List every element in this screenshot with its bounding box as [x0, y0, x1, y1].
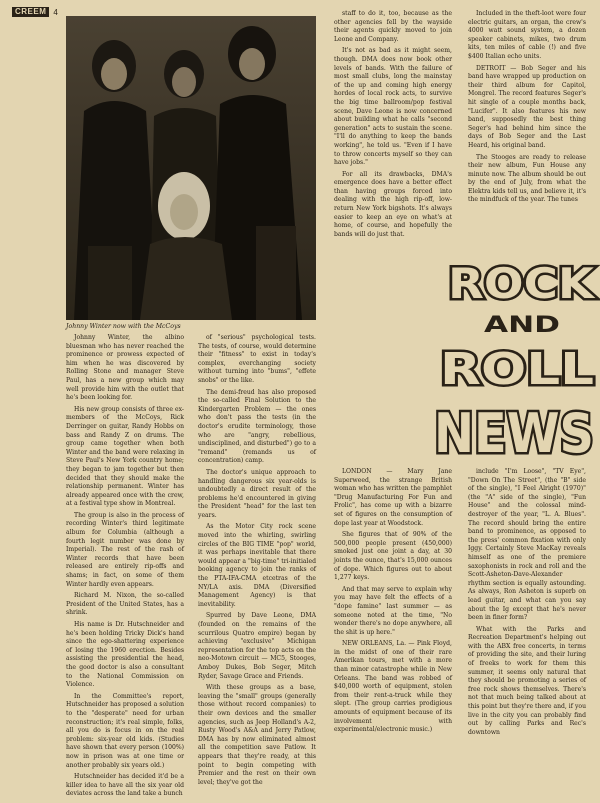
photo-caption: Johnny Winter now with the McCoys — [66, 323, 181, 330]
paragraph: Spurred by Dave Leone, DMA (founded on the remains of the scurrilous Quatro empire) began by achieving "exclusive" Michigan representation for the top acts on the neo-Motown circuit — MC5, Stooges, Amboy Dukes, Bob Seger, Mitch Ryder, Savage Grace and Friends. — [198, 612, 316, 680]
page-number: 4 — [53, 7, 58, 17]
page-header — [12, 6, 58, 18]
paragraph: Included in the theft-loot were four electric guitars, an organ, the crew's 4000 watt sound system, a dozen speaker cabinets, mikes, two drum kits, ten miles of cable (!) and five $400 Italian echo units. — [468, 10, 586, 60]
paragraph: The doctor's unique approach to handling dangerous six year-olds is undoubtedly a direct result of the problems he'd encountered in giving the President "head" for the last ten years. — [198, 468, 316, 519]
paragraph: With these groups as a base, leaving the "small" groups (generally those without record companies) to their own devices and the smaller agencies, such as Jeep Holland's A-2, Rusty Wood's A&A and Jerry Patlow, DMA has by now eliminated almost all the competition save Patlow. It appears that they're ready, at this point to begin competing with Premier and the rest on their own level; they've got the — [198, 684, 316, 786]
paragraph: of "serious" psychological tests. The tests, of course, would determine their "fitness" to exist in today's complex, everchanging society without turning into "bums", "effete snobs" or the like. — [198, 334, 316, 384]
magazine-logo: CREEM — [12, 7, 49, 17]
band-photo-image — [66, 16, 316, 320]
paragraph: In the Committee's report, Hutschneider has proposed a solution to the "desperate" need for urban reconstruction; it's real simple, folks, all you do is focus in on the real problem: six-year old kids. (Studies have shown that every person (100%) now in prison was at one time or another probably six years old.) — [66, 692, 184, 769]
paragraph: It's not as bad as it might seem, though. DMA does now book other levels of bands. With the failure of most small clubs, long the mainstay of the up and coming high energy hordes of local rock acts, to survive the big time ballroom/pop festival scene, Dave Leone is now concerned about building what he calls "second generation" acts to sustain the scene. "I'll do anything to keep the bands working", he told us. "Even if I have to throw concerts myself so they can have jobs." — [334, 47, 452, 167]
headline-roll: ROLL — [440, 344, 594, 395]
headline-news: NEWS — [434, 402, 594, 465]
paragraph: What with the Parks and Recreation Department's helping out with the ABX free concerts, in terms of providing the site, and their luring of freeks to work for them this summer, it seems only natural that they should be promoting a series of free rock shows themselves. There's not that much being talked about at this point but they're there and, if you live in the city you can probably find out by calling Parks and Rec's downtown — [468, 625, 586, 736]
paragraph: And that may serve to explain why you may have felt the effects of a "dope famine" last summer — as someone noted at the time, "No wonder there's no dope anywhere, all the shit is up here." — [334, 585, 452, 636]
rock-and-roll-news-headline — [426, 256, 596, 465]
paragraph: Johnny Winter, the albino bluesman who has never reached the prominence or prowess expected of him when he was discovered by Rolling Stone and manager Steve Paul, has a new group which may well provide him with the outlet that he's been looking for. — [66, 334, 184, 402]
paragraph: NEW ORLEANS, La. — Pink Floyd, in the midst of one of their rare Amerikan tours, met with a more than minor catastrophe while in New Orleans. The band was robbed of $40,000 worth of equipment, stolen from their rent-a-truck while they slept. (The group carries prodigious amounts of equipment because of its involvement with experimental/electronic music.) — [334, 640, 452, 734]
article-column-2 — [198, 334, 316, 799]
article-column-4 — [468, 10, 586, 250]
headline-and: AND — [484, 313, 560, 338]
headline-rock: ROCK — [448, 259, 596, 308]
article-column-3 — [334, 10, 452, 258]
paragraph: include "I'm Loose", "TV Eye", "Down On The Street", (the "B" side of the single), "I Feel Alright (1970)" (the "A" side of the single), "Fun House" and the colossal mind-destroyer of the year, "L. A. Blues". The record should bring the entire band to prominence, as opposed to the press' common fixation with only Iggy. Certainly Steve MacKay reveals himself as one of the premiere saxophonists in rock and roll and the Scott-Asheton-Dave-Alexander rhythm section is equally astounding. As always, Ron Asheton is superb on lead guitar, and what can you say about the Ig except that he's never been in finer form? — [468, 468, 586, 622]
paragraph: His name is Dr. Hutschneider and he's been holding Tricky Dick's hand since the ego-shattering experience of losing the 1960 erection. Besides assisting the presidential the head, the good doctor is also a consultant to the National Commission on Violence. — [66, 621, 184, 689]
paragraph: The Stooges are ready to release their new album, Fun House any minute now. The album should be out by the end of July, from what the Elektra kids tell us, and believe it, it's the mindfuck of the year. The tunes — [468, 153, 586, 204]
paragraph: As the Motor City rock scene moved into the whirling, swirling circles of the BIG TIME "pop" world, it was perhaps inevitable that there would appear a "big-time" tri-initialed booking agency to join the ranks of the PTA-IFA-CMA etcetras of the NY/LA axis. DMA (Diversified Management Agency) is that inevitability. — [198, 523, 316, 608]
article-column-1 — [66, 334, 184, 799]
paragraph: staff to do it, too, because as the other agencies fell by the wayside their agents quickly moved to join Leone and Company. — [334, 10, 452, 43]
band-photo — [66, 16, 316, 320]
paragraph: She figures that of 90% of the 500,000 people present (450,000) smoked just one joint a day, at 30 joints the ounce, that's 15,000 ounces of dope. Which figures out to about 1,277 keys. — [334, 531, 452, 582]
paragraph: DETROIT — Bob Seger and his band have wrapped up production on their third album for Capitol, Mongrel. The record features Seger's hit single of a couple months back, "Lucifer". It also features his new band, supposedly the best thing Seger's had behind him since the days of Bob Seger and the Last Heard, his original band. — [468, 64, 586, 149]
paragraph: For all its drawbacks, DMA's emergence does have a better effect than having groups forced into dealing with the high rip-off, low-return New York bigshots. It's always easier to keep an eye on what's at home, of course, and hopefully the bands will do just that. — [334, 170, 452, 238]
paragraph: LONDON — Mary Jane Superweed, the strange British woman who has written the pamphlet "Drug Manufacturing For Fun and Frolic", has come up with a bizarre set of figures on the consumption of dope last year at Woodstock. — [334, 468, 452, 527]
paragraph: The demi-freud has also proposed the so-called Final Solution to the Kindergarten Problem — the ones who don't pass the tests (in the doctor's erudite terminology, those who are "angry, rebellious, undisciplined, and disturbed") go to a "remand" (remands us of concentration) camp. — [198, 388, 316, 465]
article-column-6 — [468, 468, 586, 798]
paragraph: The group is also in the process of recording Winter's third legitimate album for Columbia (although a fourth legit number was done by Imperial). The rest of the rash of Winter records that have been released are entirely rip-offs and shams; in fact, on some of them Winter hardly even appears. — [66, 511, 184, 588]
paragraph: His new group consists of three ex-members of the McCoys, Rick Derringer on guitar, Randy Hobbs on bass and Randy Z on drums. The group came together when both Winter and the band were relaxing in Steve Paul's New York country home; they began to jam together but then decided that they should make the relationship permanent. Winter has already appeared once with the crew, at a festival type show in Montreal. — [66, 405, 184, 508]
paragraph: Hutschneider has decided it'd be a killer idea to have all the six year old deviates across the land take a bunch — [66, 773, 184, 798]
paragraph: Richard M. Nixon, the so-called President of the United States, has a shrink. — [66, 592, 184, 617]
article-column-5 — [334, 468, 452, 798]
